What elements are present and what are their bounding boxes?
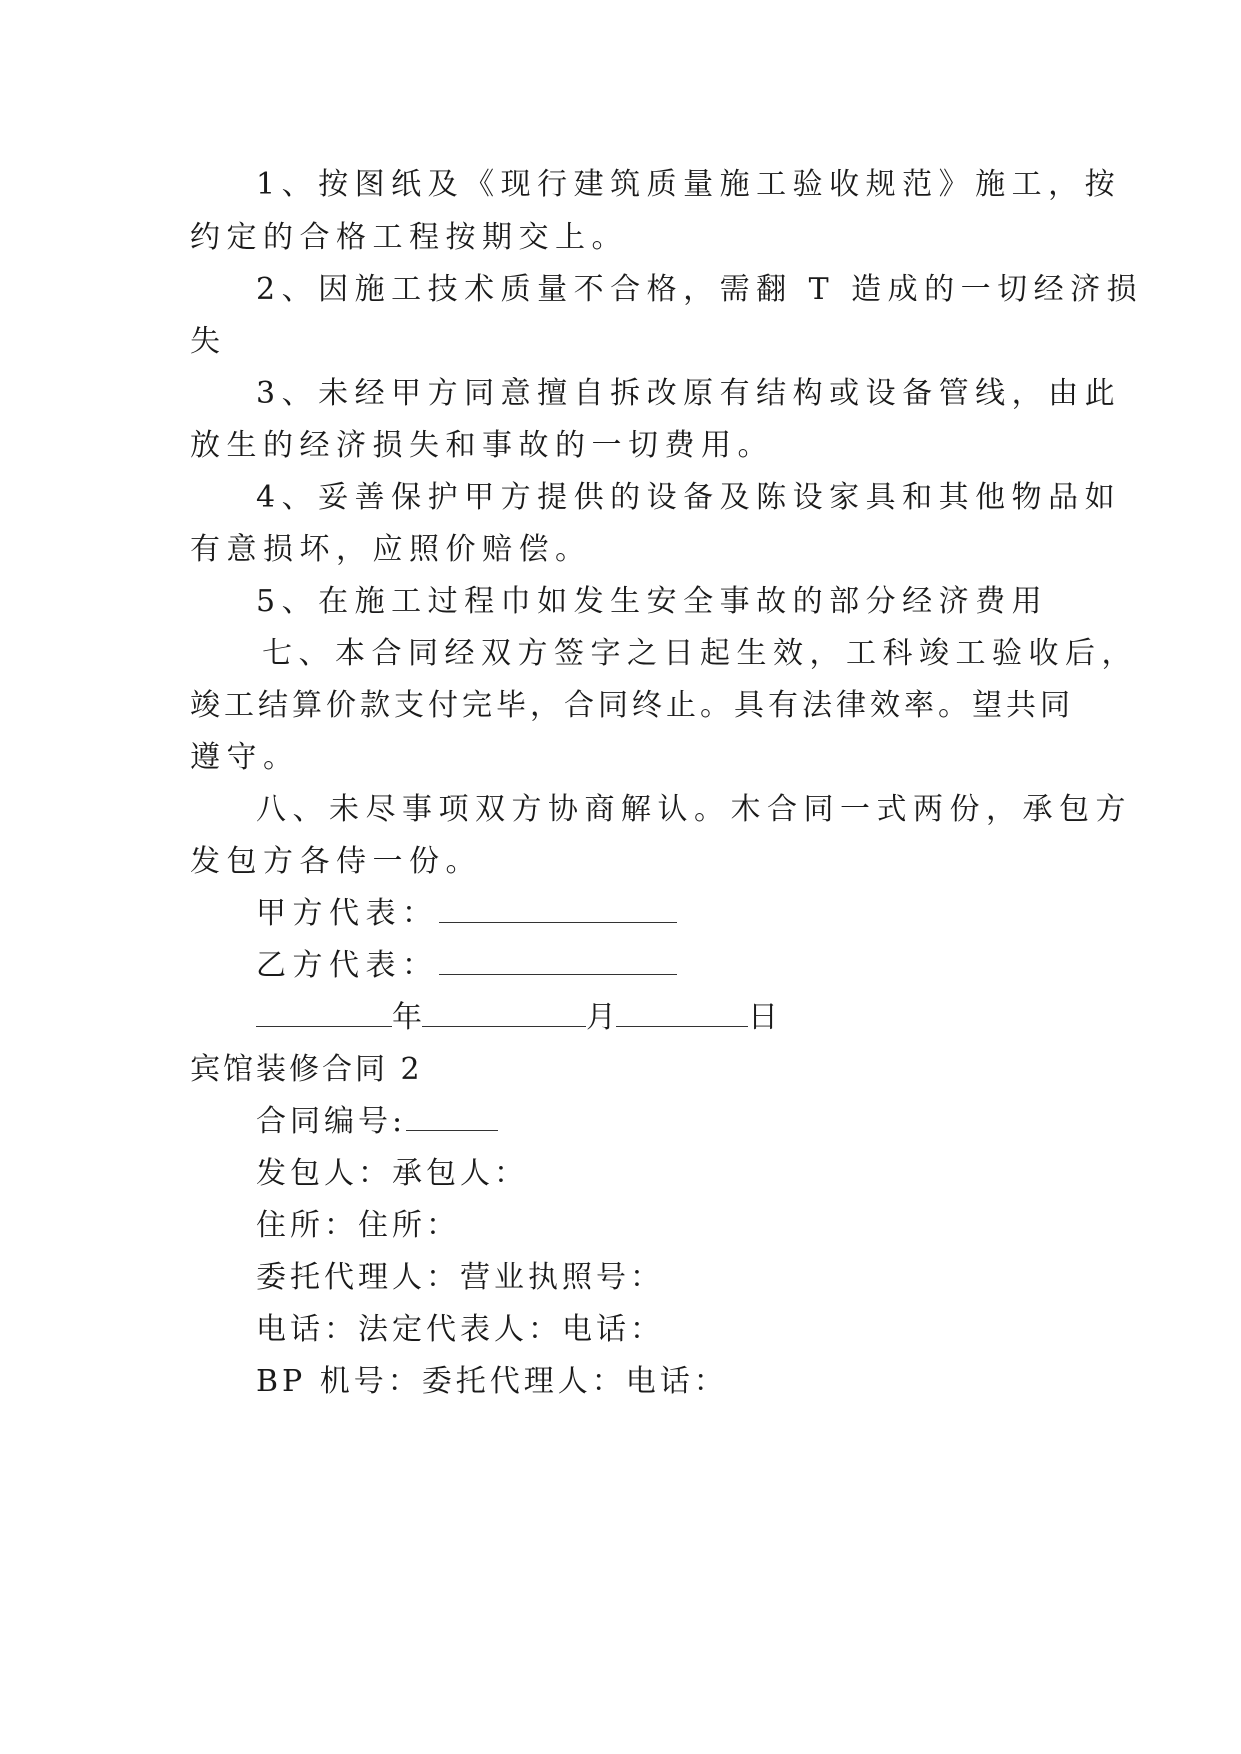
- contract-number-label: 合同编号:: [256, 1104, 407, 1139]
- date-line: [256, 998, 778, 1038]
- month-label: 月: [586, 1000, 616, 1035]
- clause-7-line-3: 遵守。: [190, 740, 300, 775]
- phone-line: 电话：法定代表人：电话：: [256, 1312, 664, 1347]
- pager-line: BP 机号：委托代理人：电话：: [256, 1364, 728, 1399]
- year-label: 年: [392, 1000, 422, 1035]
- party-b-blank: [439, 950, 677, 975]
- item-4-line-1: 4、妥善保护甲方提供的设备及陈设家具和其他物品如: [256, 480, 1122, 515]
- item-4-line-2: 有意损坏，应照价赔偿。: [190, 532, 592, 567]
- item-3-line-2: 放生的经济损失和事故的一切费用。: [190, 428, 774, 463]
- address-line: 住所：住所：: [256, 1208, 460, 1243]
- clause-8-line-1: 八、未尽事项双方协商解认。木合同一式两份，承包方: [256, 792, 1132, 827]
- parties-line: 发包人：承包人：: [256, 1156, 528, 1191]
- item-2-line-1: 2、因施工技术质量不合格，需翻 T 造成的一切经济损: [256, 272, 1144, 307]
- item-1-line-1: 1、按图纸及《现行建筑质量施工验收规范》施工，按: [256, 167, 1122, 202]
- item-5-line-1: 5、在施工过程巾如发生安全事故的部分经济费用: [256, 584, 1049, 619]
- party-a-signature-line: [256, 894, 677, 934]
- contract-number-line: [256, 1102, 498, 1142]
- clause-7-line-2: 竣工结算价款支付完毕，合同终止。具有法律效率。望共同: [190, 688, 1074, 723]
- item-3-line-1: 3、未经甲方同意擅自拆改原有结构或设备管线，由此: [256, 376, 1122, 411]
- day-blank: [616, 1002, 748, 1027]
- party-b-signature-line: [256, 946, 677, 986]
- party-a-blank: [439, 898, 677, 923]
- clause-8-line-2: 发包方各侍一份。: [190, 844, 482, 879]
- item-2-line-2: 失: [190, 324, 227, 359]
- agent-line: 委托代理人：营业执照号：: [256, 1260, 664, 1295]
- day-label: 日: [748, 1000, 778, 1035]
- month-blank: [422, 1002, 586, 1027]
- clause-7-line-1: 七、本合同经双方签字之日起生效，工科竣工验收后，: [262, 636, 1138, 671]
- contract-2-title: 宾馆装修合同 2: [190, 1052, 423, 1087]
- party-a-label: 甲方代表：: [256, 896, 439, 931]
- party-b-label: 乙方代表：: [256, 948, 439, 983]
- item-1-line-2: 约定的合格工程按期交上。: [190, 220, 628, 255]
- year-blank: [256, 1002, 392, 1027]
- contract-number-blank: [406, 1106, 498, 1131]
